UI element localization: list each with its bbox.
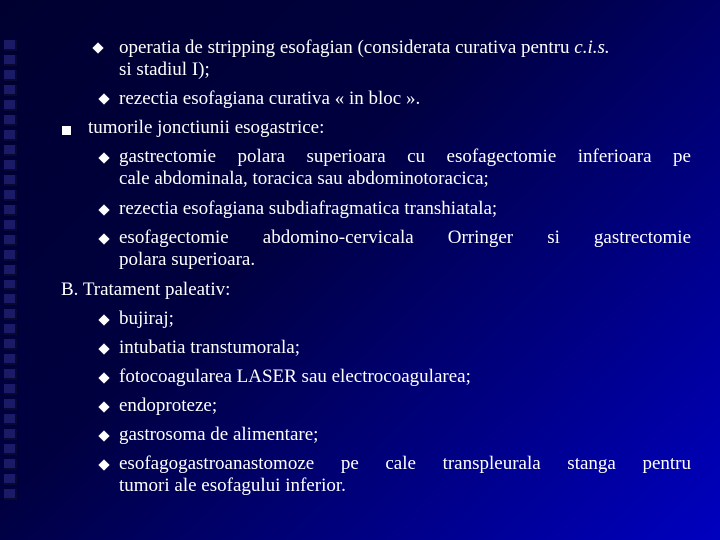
bullet-text: operatia de stripping esofagian (considerata curativa pentru: [119, 37, 575, 58]
bullet-jonctiunii: tumorile jonctiunii esogastrice:: [88, 117, 325, 138]
diamond-bullet-icon: [98, 152, 109, 163]
diamond-bullet-icon: [98, 93, 109, 104]
bullet-stripping: [119, 37, 610, 59]
bullet-intubatia: intubatia transtumorala;: [119, 337, 300, 358]
diamond-bullet-icon: [98, 233, 109, 244]
bullet-gastrectomie-cont: cale abdominala, toracica sau abdominotoracica;: [119, 168, 489, 189]
bullet-orringer: esofagectomie abdomino-cervicala Orringer si gastrectomie: [119, 227, 691, 248]
bullet-esofagogastroanastomoze: esofagogastroanastomoze pe cale transpleurala stanga pentru: [119, 453, 691, 474]
bullet-fotocoagularea: fotocoagularea LASER sau electrocoagularea;: [119, 366, 471, 387]
diamond-bullet-icon: [98, 430, 109, 441]
bullet-gastrectomie: gastrectomie polara superioara cu esofagectomie inferioara pe: [119, 146, 691, 167]
diamond-bullet-icon: [98, 459, 109, 470]
bullet-rezectia-bloc: rezectia esofagiana curativa « in bloc ».: [119, 88, 421, 109]
bullet-esofagogastroanastomoze-cont: tumori ale esofagului inferior.: [119, 475, 346, 496]
square-bullet-icon: [62, 126, 71, 135]
bullet-stripping-cont: si stadiul I);: [119, 59, 210, 80]
diamond-bullet-icon: [98, 314, 109, 325]
bullet-bujiraj: bujiraj;: [119, 308, 174, 329]
bullet-endoproteze: endoproteze;: [119, 395, 218, 416]
section-heading-paleativ: B. Tratament paleativ:: [61, 279, 231, 300]
diamond-bullet-icon: [98, 343, 109, 354]
bullet-subdiafragmatica: rezectia esofagiana subdiafragmatica transhiatala;: [119, 198, 498, 219]
decorative-squares-column: [4, 40, 20, 500]
bullet-text-italic: c.i.s.: [574, 37, 610, 58]
diamond-bullet-icon: [92, 42, 103, 53]
diamond-bullet-icon: [98, 401, 109, 412]
bullet-orringer-cont: polara superioara.: [119, 249, 256, 270]
bullet-gastrosoma: gastrosoma de alimentare;: [119, 424, 319, 445]
diamond-bullet-icon: [98, 204, 109, 215]
diamond-bullet-icon: [98, 372, 109, 383]
